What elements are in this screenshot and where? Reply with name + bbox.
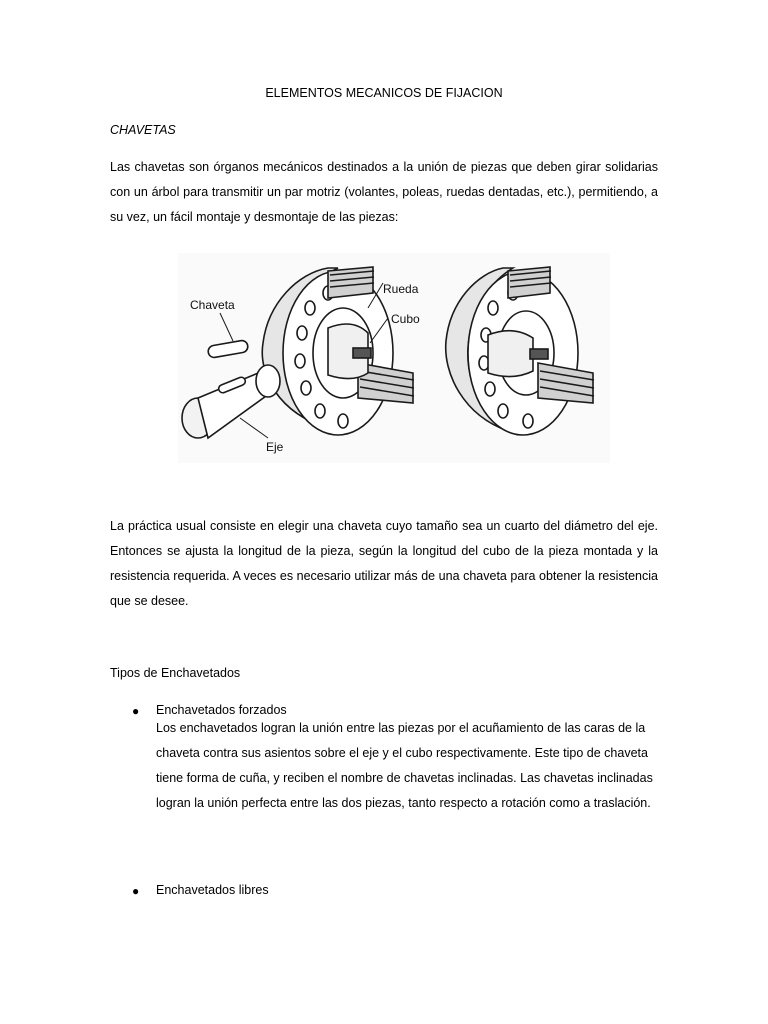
bullet-icon: ● — [132, 704, 140, 718]
chaveta-assembly-figure — [178, 253, 610, 463]
item-body-forzados: Los enchavetados logran la unión entre las piezas por el acuñamiento de las caras de la chaveta contra sus asientos sobre el eje y el cubo respectivamente. Este tipo de chaveta tiene forma de cuña, y reciben el nombre de chavetas inclinadas. Las chavetas inclinadas logran la unión perfecta entre las dos piezas, tanto respecto a rotación como a traslación. — [156, 721, 653, 810]
tipos-heading: Tipos de Enchavetados — [110, 666, 241, 680]
item-title-libres: Enchavetados libres — [156, 883, 269, 897]
label-rueda: Rueda — [383, 282, 419, 296]
section-heading-chavetas: CHAVETAS — [110, 123, 176, 137]
practice-paragraph: La práctica usual consiste en elegir una chaveta cuyo tamaño sea un cuarto del diámetro del eje. Entonces se ajusta la longitud de la pieza, según la longitud del cubo de la pieza montada y la resistencia requerida. A veces es necesario utilizar más de una chaveta para obtener la resistencia que se desee. — [110, 519, 658, 608]
intro-paragraph: Las chavetas son órganos mecánicos destinados a la unión de piezas que deben girar solidarias con un árbol para transmitir un par motriz (volantes, poleas, ruedas dentadas, etc.), permitiendo, a su vez, un fácil montaje y desmontaje de las piezas: — [110, 160, 658, 224]
label-eje: Eje — [266, 440, 284, 454]
document-title: ELEMENTOS MECANICOS DE FIJACION — [265, 86, 503, 100]
bullet-icon: ● — [132, 884, 140, 898]
label-cubo: Cubo — [391, 312, 420, 326]
item-title-forzados: Enchavetados forzados — [156, 703, 287, 717]
label-chaveta: Chaveta — [190, 298, 235, 312]
